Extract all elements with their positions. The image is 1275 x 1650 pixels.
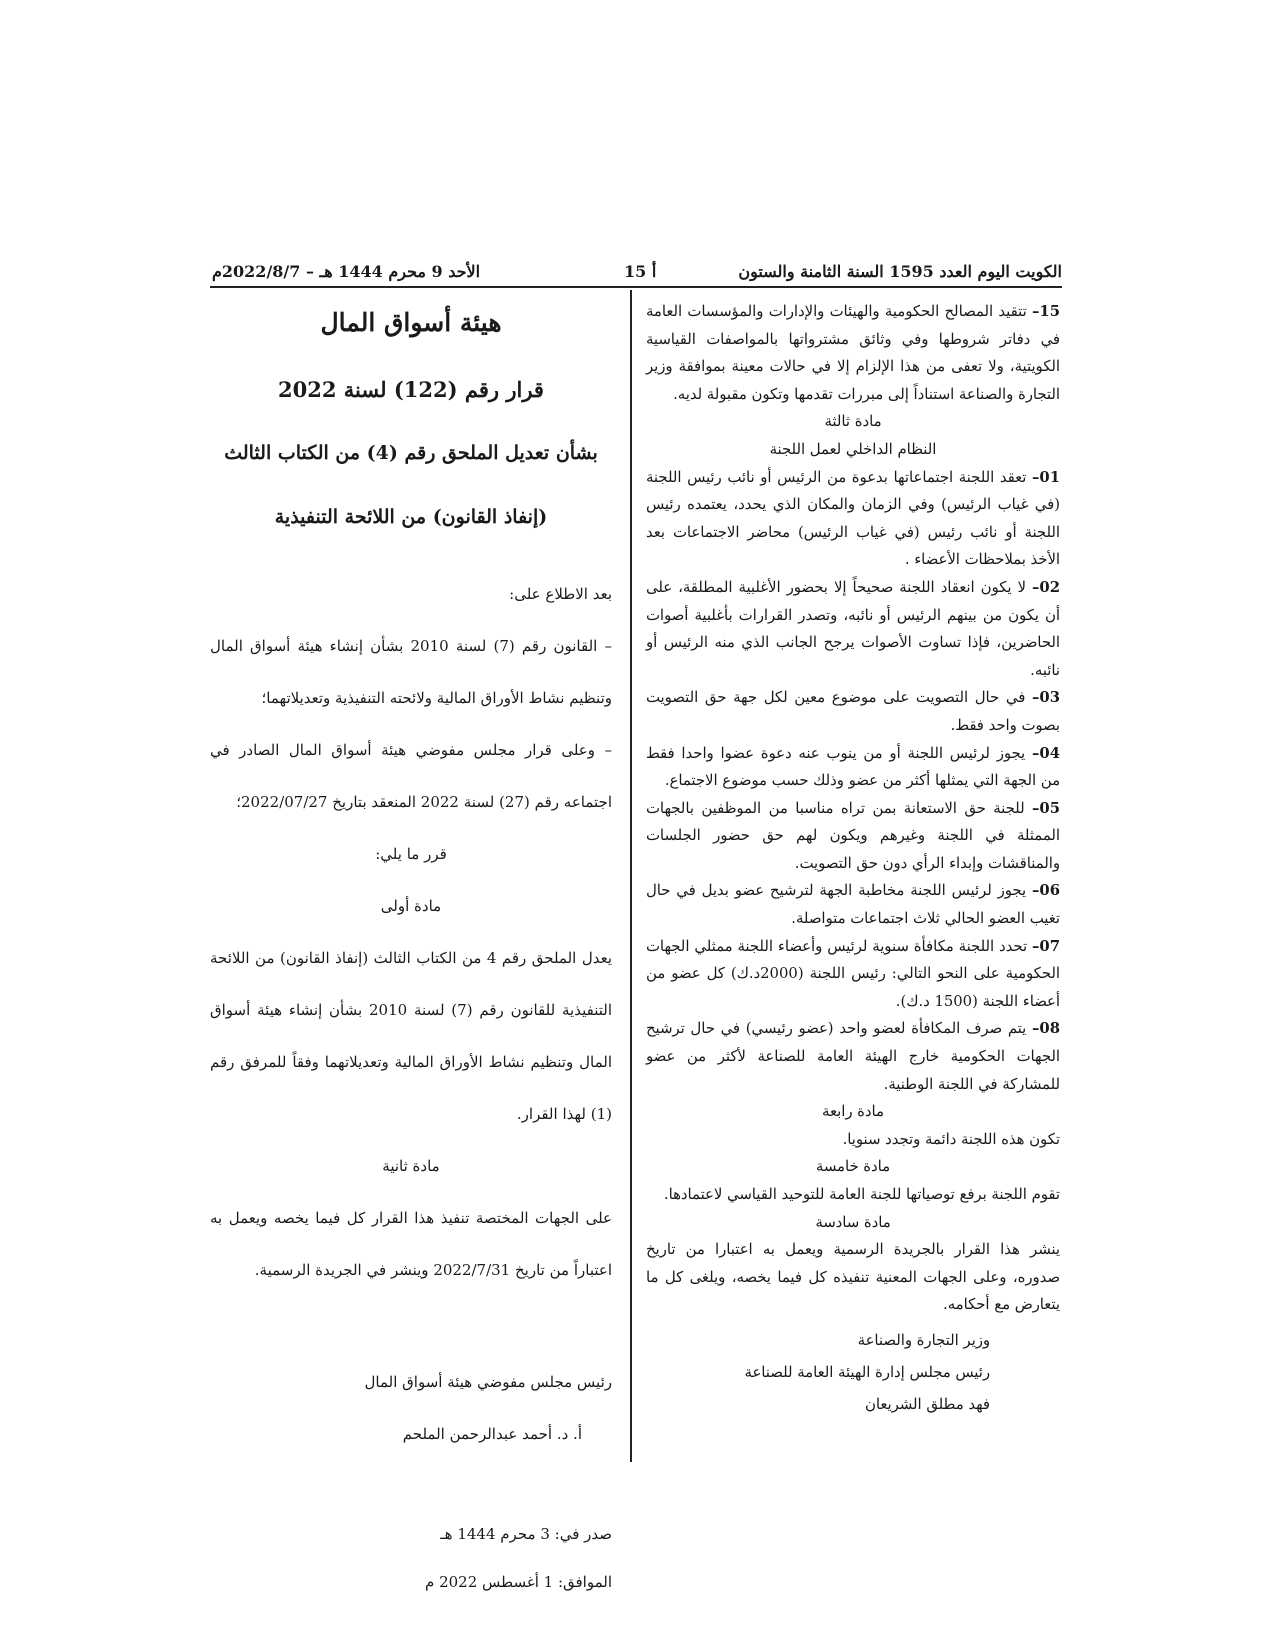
item-number: 01– [1032,468,1060,486]
issue-date-block [210,1510,612,1606]
item-text: في حال التصويت على موضوع معين لكل جهة حق التصويت بصوت واحد فقط. [646,689,1060,734]
item-text: تحدد اللجنة مكافأة سنوية لرئيس وأعضاء اللجنة ممثلي الجهات الحكومية على النحو التالي: رئيس اللجنة (2000د.ك) كل عضو من أعضاء اللجنة (1500 د.ك). [646,937,1060,1010]
item-text: تعقد اللجنة اجتماعاتها بدعوة من الرئيس أو نائب رئيس اللجنة (في غياب الرئيس) وفي الزمان والمكان الذي يحدد، يعتمده رئيس اللجنة أو نائب رئيس (في غياب الرئيس) محاضر الاجتماعات بعد الأخذ بملاحظات الأعضاء . [646,468,1060,569]
signatory-title: رئيس مجلس مفوضي هيئة أسواق المال [364,1373,612,1391]
chairman-signature [210,1356,612,1460]
preamble: بعد الاطلاع على: [509,585,612,603]
right-column [646,298,1060,1421]
subject-line-2: (إنفاذ القانون) من اللائحة التنفيذية [274,506,548,528]
article-3-subheading: النظام الداخلي لعمل اللجنة [769,440,937,458]
article-2-heading: مادة ثانية [382,1157,440,1175]
corresponding-date: الموافق: 1 أغسطس 2022 م [425,1573,612,1591]
item-text: يجوز لرئيس اللجنة أو من ينوب عنه دعوة عضوا واحدا فقط من الجهة التي يمثلها أكثر من عضو وذلك حسب موضوع الاجتماع. [646,744,1060,790]
column-divider [630,290,632,1462]
list-item [646,464,1060,574]
article-1-text: يعدل الملحق رقم 4 من الكتاب الثالث (إنفاذ القانون) من اللائحة التنفيذية للقانون رقم (7) لسنة 2010 بشأن إنشاء هيئة أسواق المال وتنظيم نشاط الأوراق المالية وتعديلاتهما وفقاً للمرفق رقم (1) لهذا القرار. [210,949,612,1123]
article-5-heading: مادة خامسة [815,1158,891,1176]
gazette-issue-info: الكويت اليوم العدد 1595 السنة الثامنة والستون [738,262,1062,281]
list-item [646,877,1060,932]
article-1-heading: مادة أولى [380,897,442,915]
header-rule [210,286,1062,288]
article-2-text: على الجهات المختصة تنفيذ هذا القرار كل فيما يخصه ويعمل به اعتباراً من تاريخ 2022/7/31 وينشر في الجريدة الرسمية. [210,1209,612,1279]
item-text: يجوز لرئيس اللجنة مخاطبة الجهة لترشيح عضو بديل في حال تغيب العضو الحالي ثلاث اجتماعات متواصلة. [646,882,1060,928]
item-number: 08– [1032,1020,1060,1038]
signatory-title: وزير التجارة والصناعة [857,1331,990,1349]
item-number: 03– [1032,689,1060,707]
minister-signature [646,1325,1060,1421]
list-item [646,1015,1060,1098]
page-header [210,262,1062,288]
publication-date: الأحد 9 محرم 1444 هـ – 2022/8/7م [212,262,481,281]
item-text: لا يكون انعقاد اللجنة صحيحاً إلا بحضور الأغلبية المطلقة، على أن يكون من بينهم الرئيس أو نائبه، وتصدر القرارات بأغلبية أصوات الحاضرين، فإذا تساوت الأصوات يرجح الجانب الذي منه الرئيس أو نائبه. [646,578,1060,679]
item-15 [646,298,1060,408]
article-6-text: ينشر هذا القرار بالجريدة الرسمية ويعمل به اعتبارا من تاريخ صدوره، وعلى الجهات المعنية تنفيذه كل فيما يخصه، ويلغى كل ما يتعارض مع أحكامه. [646,1241,1060,1314]
item-text: تتقيد المصالح الحكومية والهيئات والإدارات والمؤسسات العامة في دفاتر شروطها وفي وثائق مشترواتها بالمواصفات القياسية الكويتية، ولا تعفى من هذا الإلزام إلا في حالات معينة بموافقة وزير التجارة والصناعة استناداً إلى مبررات تقدمها وتكون مقبولة لديه. [646,303,1060,403]
item-number: 02– [1032,578,1060,596]
article-4-heading: مادة رابعة [822,1103,884,1121]
signatory-name: أ. د. أحمد عبدالرحمن الملحم [402,1425,582,1443]
decided-line: قرر ما يلي: [375,845,447,863]
signatory-title-2: رئيس مجلس إدارة الهيئة العامة للصناعة [744,1363,990,1381]
item-text: للجنة حق الاستعانة بمن تراه مناسبا من الموظفين بالجهات الممثلة في اللجنة وغيرهم ويكون لهم حق حضور الجلسات والمناقشات وإبداء الرأي دون حق التصويت. [646,799,1060,872]
decision-title: قرار رقم (122) لسنة 2022 [278,377,544,402]
item-number: 05– [1032,799,1060,817]
article-3-heading: مادة ثالثة [824,413,882,431]
article-5-text: تقوم اللجنة برفع توصياتها للجنة العامة للتوحيد القياسي لاعتمادها. [663,1186,1060,1203]
subject-line-1: بشأن تعديل الملحق رقم (4) من الكتاب الثالث [224,442,598,464]
list-item [646,574,1060,684]
article-4-text: تكون هذه اللجنة دائمة وتجدد سنويا. [842,1130,1060,1148]
item-number: 04– [1032,744,1060,762]
item-number: 07– [1032,937,1060,955]
issued-date: صدر في: 3 محرم 1444 هـ [440,1525,612,1543]
item-number: 06– [1032,882,1060,900]
item-text: يتم صرف المكافأة لعضو واحد (عضو رئيسي) في حال ترشيح الجهات الحكومية خارج الهيئة العامة للصناعة لأكثر من عضو للمشاركة في اللجنة الوطنية. [646,1020,1060,1093]
list-item [646,795,1060,878]
article-6-heading: مادة سادسة [815,1213,891,1231]
decision-subject [210,436,612,534]
item-number: 15– [1032,303,1060,320]
left-column [210,308,612,1606]
board-reference: – وعلى قرار مجلس مفوضي هيئة أسواق المال الصادر في اجتماعه رقم (27) لسنة 2022 المنعقد بتاريخ 2022/07/27؛ [210,741,612,811]
list-item [646,684,1060,739]
signatory-name: فهد مطلق الشريعان [865,1395,990,1413]
list-item [646,740,1060,795]
law-reference: – القانون رقم (7) لسنة 2010 بشأن إنشاء هيئة أسواق المال وتنظيم نشاط الأوراق المالية ولائحته التنفيذية وتعديلاتهما؛ [210,637,612,707]
page-number: أ 15 [624,262,657,281]
authority-title: هيئة أسواق المال [320,308,502,337]
list-item [646,933,1060,1016]
